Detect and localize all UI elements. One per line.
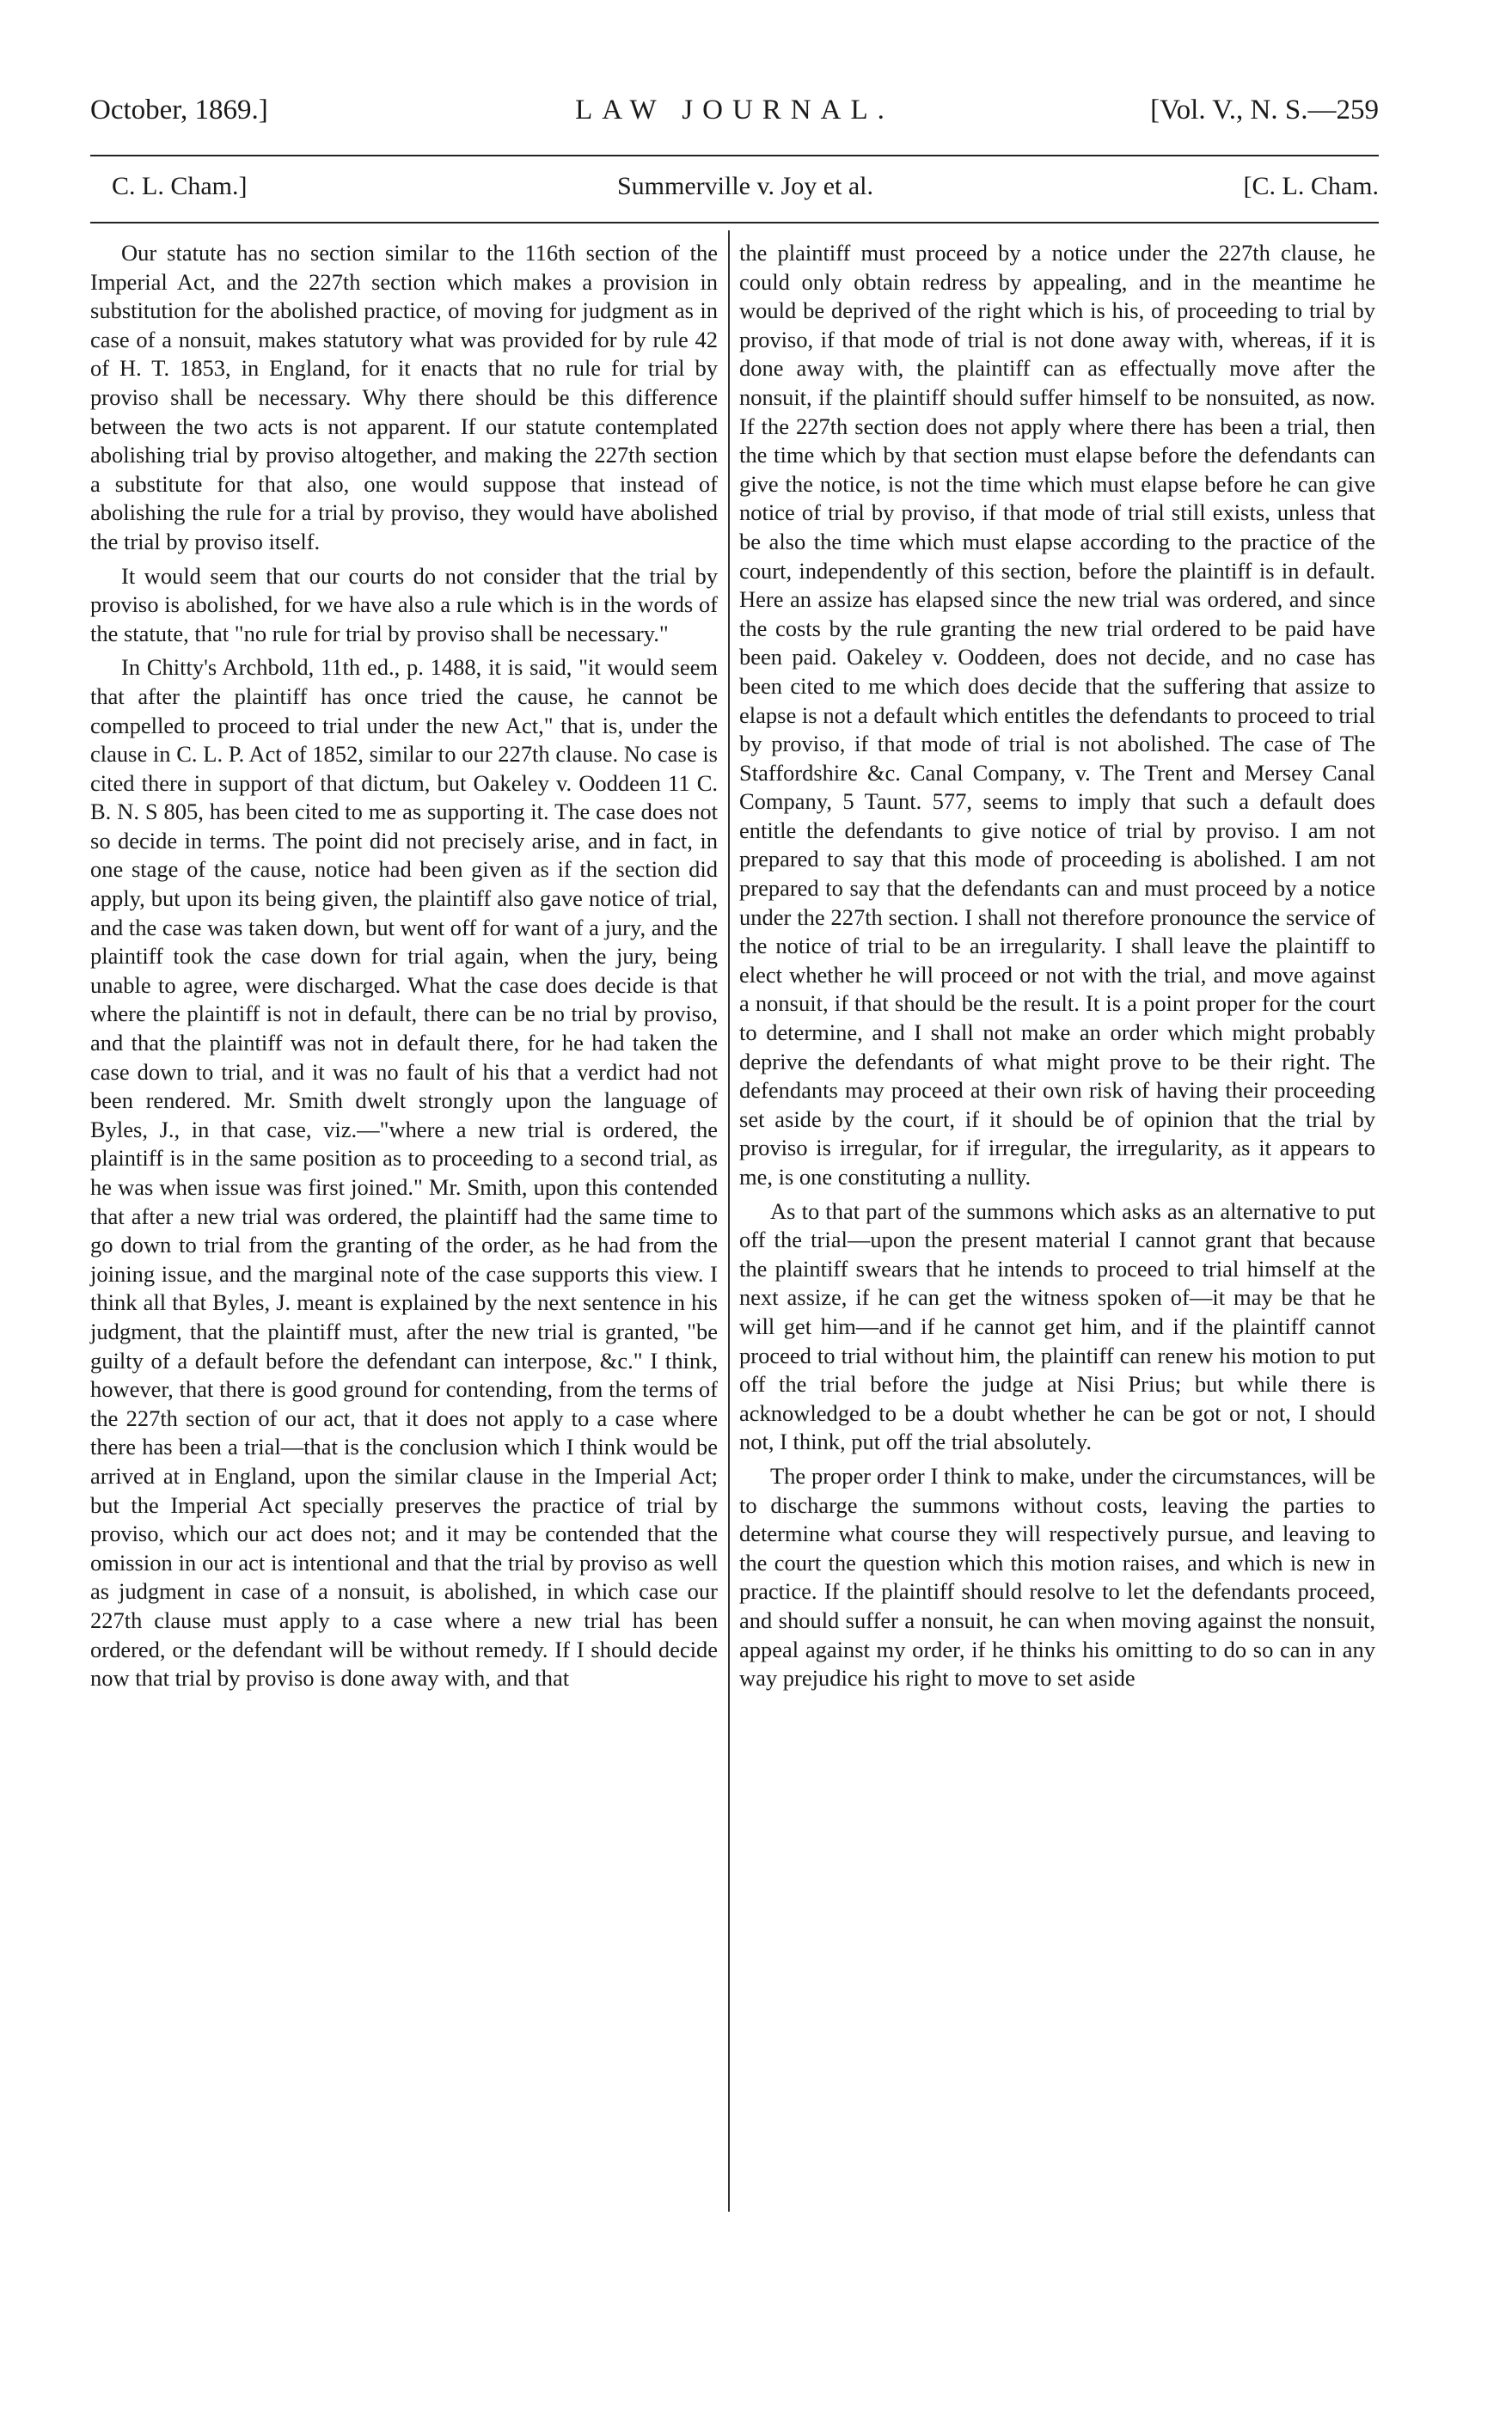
running-header [90, 95, 1379, 138]
court-left: C. L. Cham.] [112, 172, 248, 200]
case-title: Summerville v. Joy et al. [616, 172, 873, 200]
left-column [90, 239, 718, 1698]
header-rule [90, 155, 1379, 156]
court-right: [C. L. Cham. [1243, 172, 1379, 200]
header-volume: [Vol. V., N. S.—259 [1150, 95, 1379, 125]
column-divider [728, 230, 730, 2212]
paragraph: Our statute has no section similar to the 116th section of the Imperial Act, and the 227th section which makes a provision in substitution for the abolished practice, of moving for judgment as in case of a nonsuit, makes statutory what was provided for by rule 42 of H. T. 1853, in England, for it enacts that no rule for trial by proviso shall be necessary. Why there should be this difference between the two acts is not apparent. If our statute contemplated abolishing trial by proviso altogether, and making the 227th section a substitute for that also, one would suppose that instead of abolishing the rule for a trial by proviso, they would have abolished the trial by proviso itself. [90, 240, 718, 554]
paragraph: In Chitty's Archbold, 11th ed., p. 1488, it is said, "it would seem that after the plaintiff has once tried the cause, he cannot be compelled to proceed to trial under the new Act," that is, under the clause in C. L. P. Act of 1852, similar to our 227th clause. No case is cited there in support of that dictum, but Oakeley v. Ooddeen 11 C. B. N. S 805, has been cited to me as supporting it. The case does not so decide in terms. The point did not precisely arise, and in fact, in one stage of the cause, notice had been given as if the section did apply, but upon its being given, the plaintiff also gave notice of trial, and the case was taken down, but went off for want of a jury, and the plaintiff took the case down for trial again, when the jury, being unable to agree, were discharged. What the case does decide is that where the plaintiff is not in default, there can be no trial by proviso, and that the plaintiff was not in default there, for he had taken the case down to trial, and it was no fault of his that a verdict had not been rendered. Mr. Smith dwelt strongly upon the language of Byles, J., in that case, viz.—"where a new trial is ordered, the plaintiff is in the same position as to proceeding to a second trial, as he was when issue was first joined." Mr. Smith, upon this contended that after a new trial was ordered, the plaintiff had the same time to go down to trial from the granting of the order, as he had from the joining issue, and the marginal note of the case supports this view. I think all that Byles, J. meant is explained by the next sentence in his judgment, that the plaintiff must, after the new trial is granted, "be guilty of a default before the defendant can interpose, &c." I think, however, that there is good ground for contending, from the terms of the 227th section of our act, that it does not apply to a case where there has been a trial—that is the conclusion which I think would be arrived at in England, upon the similar clause in the Imperial Act; but the Imperial Act specially preserves the practice of trial by proviso, which our act does not; and it may be contended that the omission in our act is intentional and that the trial by proviso as well as judgment in case of a nonsuit, is abolished, in which case our 227th clause must apply to a case where a new trial has been ordered, or the defendant will be without remedy. If I should decide now that trial by proviso is done away with, and that [90, 654, 718, 1692]
paragraph: As to that part of the summons which asks as an alternative to put off the trial—upon the present material I cannot grant that because the plaintiff swears that he intends to proceed to trial himself at the next assize, if he can get the witness spoken of—it may be that he will get him—and if he cannot get him, and if the plaintiff cannot proceed to trial without him, the plaintiff can renew his motion to put off the trial before the judge at Nisi Prius; but while there is acknowledged to be a doubt whether he can be got or not, I should not, I think, put off the trial absolutely. [739, 1197, 1375, 1455]
paragraph: the plaintiff must proceed by a notice under the 227th clause, he could only obtain redress by appealing, and in the meantime he would be deprived of the right which is his, of proceeding to trial by proviso, if that mode of trial is not done away with, whereas, if it is done away with, the plaintiff can as effectually move after the nonsuit, if the plaintiff should suffer himself to be nonsuited, as now. If the 227th section does not apply where there has been a trial, then the time which by that section must elapse before the defendants can give the notice, is not the time which must elapse before he can give notice of trial by proviso, if that mode of trial still exists, unless that be also the time which must elapse according to the practice of the court, independently of this section, before the plaintiff is in default. Here an assize has elapsed since the new trial was ordered, and since the costs by the rule granting the new trial ordered to be paid have been paid. Oakeley v. Ooddeen, does not decide, and no case has been cited to me which does decide that the suffering that assize to elapse is not a default which entitles the defendants to proceed to trial by proviso, if that mode of trial is not abolished. The case of The Staffordshire &c. Canal Company, v. The Trent and Mersey Canal Company, 5 Taunt. 577, seems to imply that such a default does entitle the defendants to give notice of trial by proviso. I am not prepared to say that this mode of proceeding is abolished. I am not prepared to say that the defendants can and must proceed by a notice under the 227th section. I shall not therefore pronounce the service of the notice of trial to be an irregularity. I shall leave the plaintiff to elect whether he will proceed or not with the trial, and move against a nonsuit, if that should be the result. It is a point proper for the court to determine, and I shall not make an order which might probably deprive the defendants of what might prove to be their right. The defendants may proceed at their own risk of having their proceeding set aside by the court, if it should be of opinion that the trial by proviso is irregular, for if irregular, the irregularity, as it appears to me, is one constituting a nullity. [739, 240, 1375, 1190]
journal-title: LAW JOURNAL. [575, 95, 894, 125]
header-date: October, 1869.] [90, 95, 268, 125]
case-header [112, 172, 1379, 210]
paragraph: It would seem that our courts do not consider that the trial by proviso is abolished, for we have also a rule which is in the words of the statute, that "no rule for trial by proviso shall be necessary." [90, 562, 718, 646]
paragraph: The proper order I think to make, under the circumstances, will be to discharge the summons without costs, leaving the parties to determine what course they will respectively pursue, and leaving to the court the question which this motion raises, and which is new in practice. If the plaintiff should resolve to let the defendants proceed, and should suffer a nonsuit, he can when moving against the nonsuit, appeal against my order, if he thinks his omitting to do so can in any way prejudice his right to move to set aside [739, 1462, 1375, 1692]
right-column [739, 239, 1375, 1698]
case-header-rule [90, 222, 1379, 223]
